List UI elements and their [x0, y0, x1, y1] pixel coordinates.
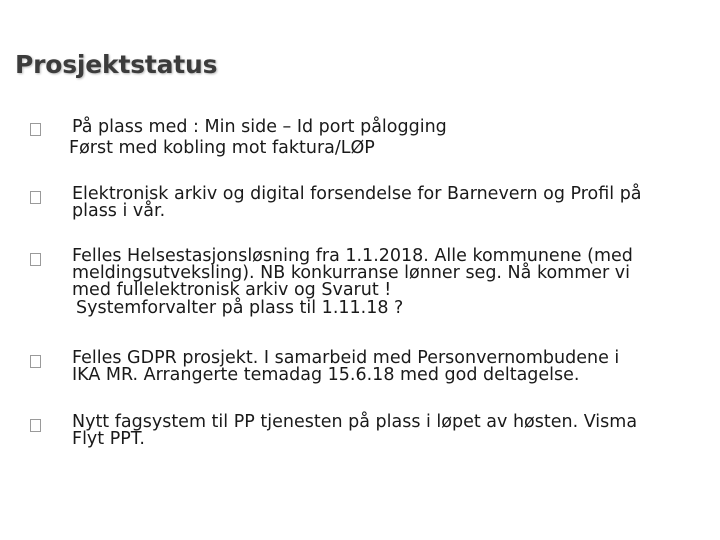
- bullet-line: med fullelektronisk arkiv og Svarut !: [72, 280, 392, 300]
- bullet-text: [69, 117, 447, 158]
- bullet-text: [72, 350, 619, 384]
- bullet-box-icon: [30, 419, 41, 432]
- bullet-line: plass i vår.: [72, 201, 166, 221]
- bullet-line: Felles GDPR prosjekt. I samarbeid med Personvernombudene i: [72, 348, 620, 368]
- bullet-text: [72, 248, 633, 316]
- bullet-line: Flyt PPT.: [72, 429, 145, 449]
- bullet-box-icon: [30, 355, 41, 368]
- bullet-line: På plass med : Min side – Id port pålogging: [72, 117, 447, 137]
- bullet-subline: Systemforvalter på plass til 1.11.18 ?: [76, 298, 404, 318]
- bullet-line: Elektronisk arkiv og digital forsendelse for Barnevern og Profil på: [72, 184, 642, 204]
- slide-title: Prosjektstatus: [15, 50, 218, 79]
- bullet-text: [72, 186, 642, 220]
- bullet-line: Felles Helsestasjonsløsning fra 1.1.2018. Alle kommunene (med: [72, 246, 633, 266]
- bullet-line: meldingsutveksling). NB konkurranse lønner seg. Nå kommer vi: [72, 263, 630, 283]
- bullet-subline: Først med kobling mot faktura/LØP: [69, 138, 375, 158]
- bullet-box-icon: [30, 123, 41, 136]
- bullet-line: Nytt fagsystem til PP tjenesten på plass i løpet av høsten. Visma: [72, 412, 638, 432]
- bullet-text: [72, 414, 637, 448]
- bullet-box-icon: [30, 191, 41, 204]
- bullet-line: IKA MR. Arrangerte temadag 15.6.18 med god deltagelse.: [72, 365, 580, 385]
- bullet-box-icon: [30, 253, 41, 266]
